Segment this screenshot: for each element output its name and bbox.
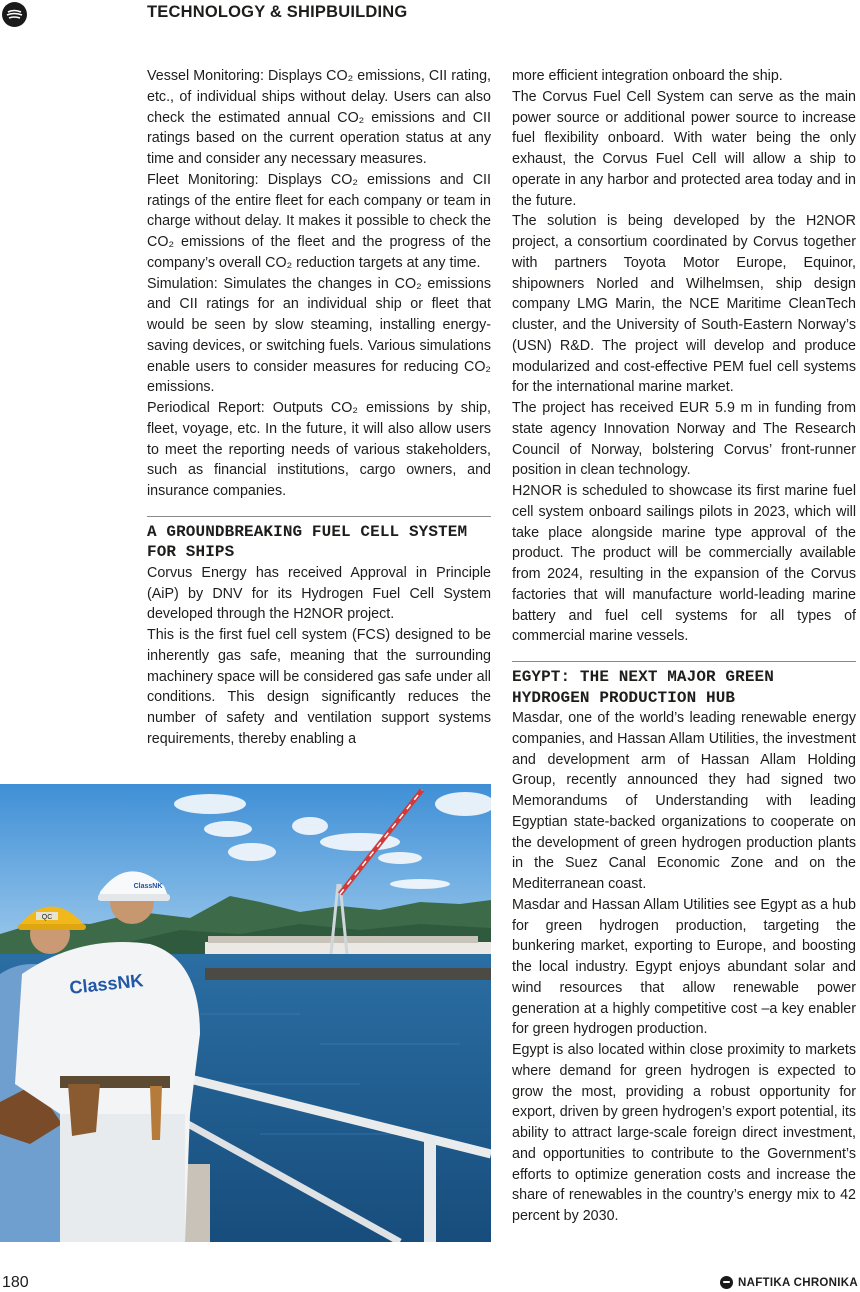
paragraph-fleet-monitoring: Fleet Monitoring: Displays CO₂ emissions and CII ratings of the entire fleet for each company or team in charge without delay. It makes it possible to check the CO₂ emissions of the fleet and the progress of the company’s overall CO₂ reduction targets at any time. <box>147 171 491 271</box>
helmet-logo-text: ClassNK <box>133 883 163 890</box>
article-paragraph: This is the first fuel cell system (FCS) designed to be inherently gas safe, meaning that the surrounding machinery space will be considered gas safe under all conditions. This design significantly reduces the number of safety and ventilation support systems requirements, thereby enabling a <box>147 627 491 747</box>
heading-line: EGYPT: THE NEXT MAJOR GREEN <box>512 668 774 686</box>
heading-line: HYDROGEN PRODUCTION HUB <box>512 688 736 707</box>
jacket-logo-text: ClassNK <box>68 970 145 998</box>
ship-wave-icon <box>720 1276 733 1289</box>
paragraph-funding: The project has received EUR 5.9 m in funding from state agency Innovation Norway and The Research Council of Norway, bolstering Corvus’ front-runner position in clean technology. <box>512 400 856 479</box>
article-heading-fuel-cell <box>147 522 491 563</box>
paragraph-simulation: Simulation: Simulates the changes in CO₂ emissions and CII ratings for an individual ship or fleet that would be seen by slow steaming, installing energy-saving devices, or switching fuels. Various simulations enable users to consider measures for reducing CO₂ emissions. <box>147 275 491 396</box>
article-paragraph: Egypt is also located within close proximity to markets where demand for green hydrogen is expected to grow the most, providing a robust opportunity for export, driven by green hydrogen’s export potential, its ability to attract large-scale foreign direct investment, and opportunities to contribute to the Government’s efforts to optimize generation costs and increase the share of renewables in the country’s energy mix to 42 percent by 2030. <box>512 1042 856 1224</box>
footer-brand-name: NAFTIKA CHRONIKA <box>737 1276 858 1289</box>
paragraph-continued: more efficient integration onboard the ship. <box>512 68 783 84</box>
section-title: TECHNOLOGY & SHIPBUILDING <box>147 3 408 21</box>
article-paragraph: Masdar and Hassan Allam Utilities see Egypt as a hub for green hydrogen production, targeting the bunkering market, exporting to Europe, and boosting the local industry. Egypt enjoys abundant solar and wind resources that allow renewable power generation at a highly competitive cost –a key enabler for green hydrogen production. <box>512 896 856 1038</box>
right-column <box>512 66 856 1227</box>
helmet-badge-text: QC <box>41 914 53 921</box>
paragraph-periodical-report: Periodical Report: Outputs CO₂ emissions by ship, fleet, voyage, etc. In the future, it will also allow users to meet the reporting needs of various stakeholders, such as financial institutions, cargo owners, and insurance companies. <box>147 400 491 499</box>
ship-wave-icon <box>2 2 27 27</box>
article-paragraph: Masdar, one of the world’s leading renewable energy companies, and Hassan Allam Utilities, the investment and development arm of Hassan Allam Holding Group, recently announced they had signed two Memorandums of Understanding with leading Egyptian state-backed organizations to cooperate on the development of green hydrogen production plants in the Suez Canal Economic Zone and on the Mediterranean coast. <box>512 710 856 892</box>
heading-line: A GROUNDBREAKING FUEL CELL SYSTEM <box>147 522 468 541</box>
paragraph-showcase: H2NOR is scheduled to showcase its first marine fuel cell system onboard sailings pilots in 2023, which will take place alongside marine type approval of the product. The product will be commercially available from 2024, resulting in the expansion of the Corvus factories that will manufacture world-leading marine battery and fuel cell systems for all types of commercial marine vessels. <box>512 483 856 645</box>
section-divider <box>512 661 856 662</box>
left-column <box>147 66 491 750</box>
page-number: 180 <box>2 1274 29 1291</box>
photo-shipyard-inspectors <box>0 784 491 1242</box>
heading-line: FOR SHIPS <box>147 543 235 562</box>
footer-brand <box>720 1276 858 1289</box>
article-heading-egypt <box>512 667 856 708</box>
paragraph-h2nor-consortium: The solution is being developed by the H2NOR project, a consortium coordinated by Corvus together with partners Toyota Motor Europe, Equinor, shipowners Norled and Wilhelmsen, ship design company LMG Marin, the NCE Maritime CleanTech cluster, and the University of South-Eastern Norway’s (USN) R&D. The project will develop and produce modularized and cost-effective PEM fuel cell systems for the international marine market. <box>512 213 856 396</box>
paragraph-vessel-monitoring: Vessel Monitoring: Displays CO₂ emissions, CII rating, etc., of individual ships without delay. Users can also check the estimated annual CO₂ emissions and CII ratings based on the current operation status at any time and consider any necessary measures. <box>147 68 491 167</box>
article-paragraph: Corvus Energy has received Approval in Principle (AiP) by DNV for its Hydrogen Fuel Cell System developed through the H2NOR project. <box>147 564 491 623</box>
section-divider <box>147 516 491 517</box>
paragraph-corvus-system: The Corvus Fuel Cell System can serve as the main power source or additional power source to increase fuel flexibility onboard. With water being the only exhaust, the Corvus Fuel Cell will allow a ship to operate in any harbor and protected area today and in the future. <box>512 88 856 209</box>
